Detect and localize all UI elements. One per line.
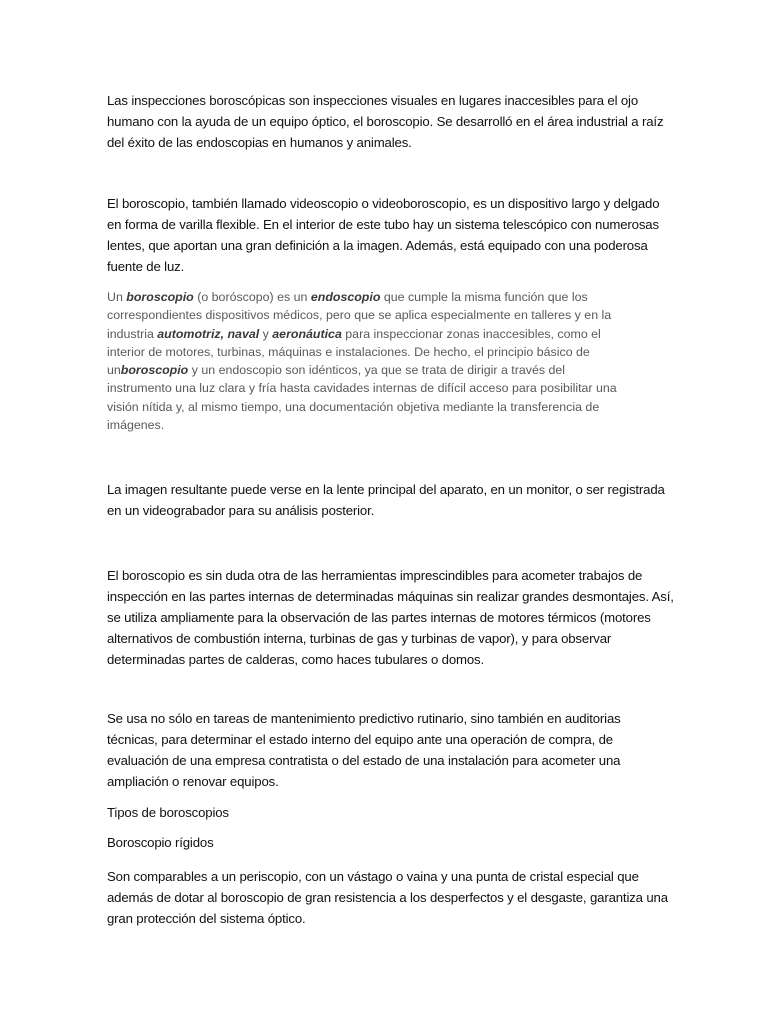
text-line: gran protección del sistema óptico.	[107, 911, 306, 926]
heading-rigid	[107, 832, 667, 853]
text-emphasis: aeronáutica	[272, 326, 342, 341]
text-run: Un	[107, 290, 127, 304]
text-line: evaluación de una empresa contratista o del estado de una instalación para acometer una	[107, 753, 621, 768]
text-run: y un endoscopio son idénticos, ya que se trata de dirigir a través del	[188, 363, 566, 378]
text-line: lentes, que aportan una gran definición a la imagen. Además, está equipado con una poderosa	[107, 238, 648, 253]
text-run: industria	[107, 326, 158, 341]
text-line: Son comparables a un periscopio, con un vástago o vaina y una punta de cristal especial que	[107, 869, 639, 884]
text-line: imágenes.	[107, 418, 165, 433]
text-line	[107, 361, 652, 379]
text-line: ampliación o renovar equipos.	[107, 774, 279, 789]
text-run: un	[107, 363, 121, 378]
text-run: para inspeccionar zonas inaccesibles, como el	[341, 326, 601, 341]
text-line: Se usa no sólo en tareas de mantenimiento predictivo rutinario, sino también en auditorias	[107, 711, 621, 726]
text-line: inspección en las partes internas de determinadas máquinas sin realizar grandes desmontajes. Así,	[107, 589, 674, 604]
text-line: Las inspecciones boroscópicas son inspecciones visuales en lugares inaccesibles para el ojo	[107, 93, 639, 108]
text-line: interior de motores, turbinas, máquinas e instalaciones. De hecho, el principio básico de	[107, 344, 590, 359]
text-line: correspondientes dispositivos médicos, pero que se aplica especialmente en talleres y en la	[107, 308, 612, 323]
text-line	[107, 325, 652, 343]
text-line: técnicas, para determinar el estado interno del equipo ante una operación de compra, de	[107, 732, 613, 747]
heading-types	[107, 802, 667, 823]
text-emphasis: automotriz, naval	[157, 326, 260, 341]
paragraph-intro	[107, 90, 667, 153]
text-line: El boroscopio es sin duda otra de las herramientas imprescindibles para acometer trabajos de	[107, 568, 643, 583]
text-line: La imagen resultante puede verse en la lente principal del aparato, en un monitor, o ser registrada	[107, 482, 665, 497]
text-line: determinadas partes de calderas, como haces tubulares o domos.	[107, 652, 485, 667]
text-line: Boroscopio rígidos	[107, 835, 214, 850]
paragraph-maintenance	[107, 708, 667, 792]
text-line: en forma de varilla flexible. En el interior de este tubo hay un sistema telescópico con numerosas	[107, 217, 659, 232]
text-line: del éxito de las endoscopias en humanos y animales.	[107, 135, 412, 150]
text-line: además de dotar al boroscopio de gran resistencia a los desperfectos y el desgaste, garantiza una	[107, 890, 668, 905]
paragraph-rigid-description	[107, 866, 667, 929]
paragraph-tool-usage	[107, 565, 674, 670]
text-line: se utiliza ampliamente para la observación de las partes internas de motores térmicos (motores	[107, 610, 651, 625]
text-emphasis: boroscopio	[126, 290, 194, 304]
paragraph-quoted-web	[107, 288, 652, 434]
text-emphasis: endoscopio	[310, 290, 381, 304]
paragraph-definition	[107, 193, 667, 277]
text-line: en un videograbador para su análisis posterior.	[107, 503, 375, 518]
text-line: instrumento una luz clara y fría hasta cavidades internas de difícil acceso para posibilitar una	[107, 381, 617, 396]
text-line: El boroscopio, también llamado videoscopio o videoboroscopio, es un dispositivo largo y delgado	[107, 196, 660, 211]
text-line: Tipos de boroscopios	[107, 805, 229, 820]
text-line: fuente de luz.	[107, 259, 185, 274]
text-emphasis: boroscopio	[120, 363, 189, 378]
text-line	[107, 288, 652, 306]
text-line: humano con la ayuda de un equipo óptico, el boroscopio. Se desarrolló en el área industrial a raíz	[107, 114, 664, 129]
text-line: visión nítida y, al mismo tiempo, una documentación objetiva mediante la transferencia de	[107, 399, 600, 414]
text-run: (o boróscopo) es un	[193, 290, 311, 304]
text-line: alternativos de combustión interna, turbinas de gas y turbinas de vapor), y para observar	[107, 631, 612, 646]
text-run: y	[259, 326, 273, 341]
text-run: que cumple la misma función que los	[380, 290, 588, 304]
paragraph-image-output	[107, 479, 667, 521]
